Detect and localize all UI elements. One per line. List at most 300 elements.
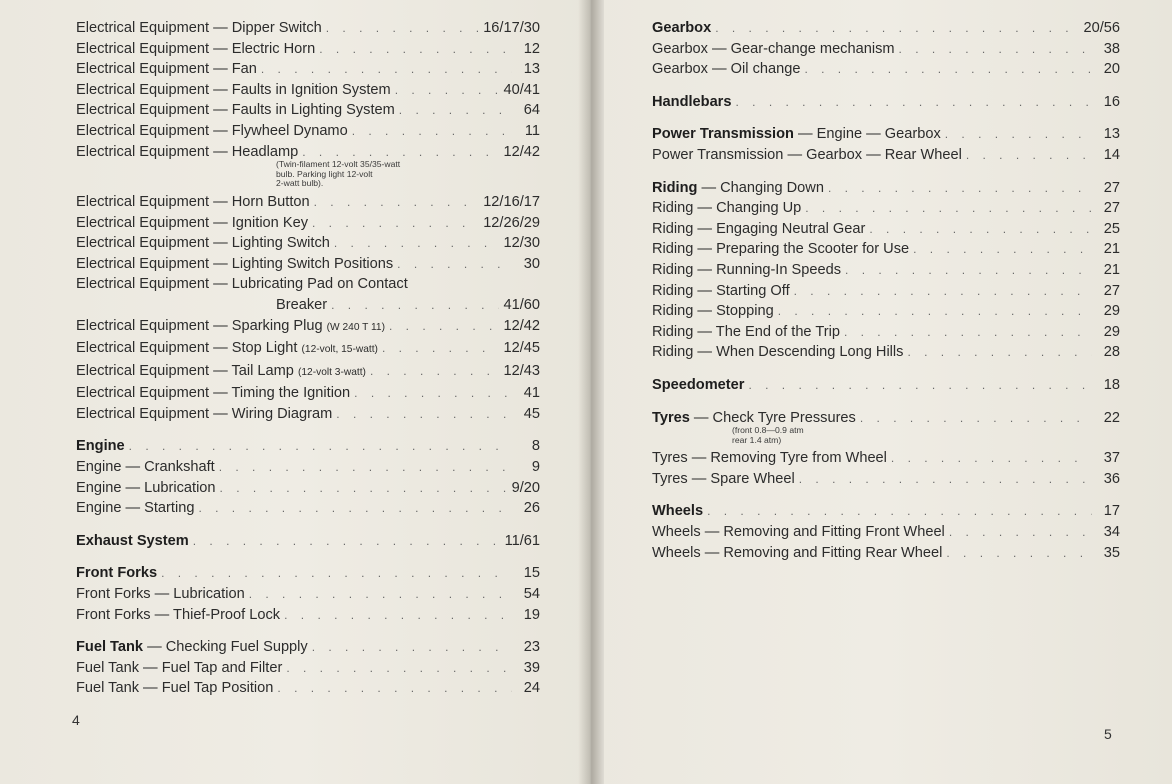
page-reference: 20/56 [1083,20,1120,36]
page-reference: 12/16/17 [483,193,540,210]
book-gutter [578,0,604,784]
index-entry-row [652,469,1120,490]
index-entry-row [652,408,1120,429]
index-entry [76,605,540,626]
entry-subject: Riding — Preparing the Scooter for Use [652,241,910,258]
entry-title [76,59,257,80]
page-reference: 16/17/30 [483,20,540,36]
leader-dots [193,531,501,552]
index-entry [76,39,540,60]
index-entry-row [652,145,1120,166]
page-reference: 25 [1103,220,1120,237]
page-reference: 13 [1103,126,1120,143]
leader-dots [945,124,1092,145]
entry-title [76,274,408,295]
page-reference: 21 [1103,261,1120,278]
entry-main-heading: Speedometer [652,376,745,393]
index-entry-continuation [76,295,540,316]
entry-subject: Wheels — Removing and Fitting Front Wheel [652,524,945,541]
entry-title [652,39,895,60]
entry-title [76,637,308,658]
page-reference: 14 [1103,146,1120,163]
index-entry-row [652,522,1120,543]
page-reference: 8 [531,438,540,455]
leader-dots [794,281,1092,302]
entry-title [652,342,903,363]
page-reference: 35 [1103,544,1120,561]
leader-dots [395,80,500,101]
index-entry-row [652,178,1120,199]
index-entry [76,18,540,39]
entry-subject: Fuel Tank — Fuel Tap and Filter [76,659,283,676]
index-entry-row [652,301,1120,322]
entry-title [652,124,941,145]
page-reference: 12/43 [503,362,540,379]
page-reference: 37 [1103,450,1120,467]
leader-dots [707,501,1092,522]
entry-title [76,436,125,457]
entry-title [652,301,774,322]
entry-title [652,375,744,396]
leader-dots [799,469,1092,490]
index-entry-row [76,233,540,254]
page-reference: 21 [1103,241,1120,258]
entry-title [76,404,332,425]
index-entry-row [652,239,1120,260]
index-entry-row [76,498,540,519]
page-reference: 41/60 [503,296,540,313]
entry-title [76,338,378,361]
leader-dots [966,145,1092,166]
index-entry-row [76,274,540,295]
entry-title [652,59,800,80]
entry-spec: (12-volt 3-watt) [298,366,366,378]
entry-title [76,563,157,584]
entry-subject: Electrical Equipment — Lighting Switch [76,235,330,252]
entry-title [76,361,366,384]
entry-subject: Electrical Equipment — Fan [76,61,257,78]
entry-subject: Riding — When Descending Long Hills [652,344,904,361]
page-number-left: 4 [72,712,80,728]
leader-dots [735,92,1092,113]
group-spacer [76,424,540,436]
index-entry-row [652,219,1120,240]
index-entry-row [652,375,1120,396]
index-entry-row [76,361,540,384]
index-entry [76,457,540,478]
leader-dots [949,522,1092,543]
entry-title [76,142,298,163]
index-entry [76,436,540,457]
leader-dots [161,563,512,584]
page-reference: 12/45 [503,340,540,357]
index-entry [652,408,1120,446]
index-entry-row [76,18,540,39]
leader-dots [284,605,512,626]
entry-title [76,39,315,60]
entry-main-heading: Riding [652,179,698,196]
page-reference: 12/42 [503,317,540,334]
entry-subject: Riding — Starting Off [652,282,790,299]
page-reference: 38 [1103,40,1120,57]
index-entry-row [76,563,540,584]
index-entry [652,342,1120,363]
index-entry [76,637,540,658]
leader-dots [249,584,512,605]
index-entry [652,375,1120,396]
entry-title [652,219,865,240]
entry-subject: Electrical Equipment — Lighting Switch Positions [76,255,394,272]
index-entry-row [76,436,540,457]
leader-dots [804,59,1092,80]
page-reference: 27 [1103,179,1120,196]
index-entry [76,121,540,142]
group-spacer [652,396,1120,408]
entry-subject: Engine — Crankshaft [76,459,215,476]
entry-title [652,522,945,543]
entry-title [76,678,273,699]
page-reference: 28 [1103,344,1120,361]
group-spacer [652,112,1120,124]
index-entry [76,478,540,499]
entry-subject: Electrical Equipment — Ignition Key [76,214,308,231]
entry-subject: Wheels — Removing and Fitting Rear Wheel [652,544,943,561]
index-entry-row [76,678,540,699]
entry-title [652,145,962,166]
index-entry [652,543,1120,564]
entry-subject: Riding — Stopping [652,303,774,320]
page-reference: 12/26/29 [483,214,540,231]
entry-subject: Electrical Equipment — Timing the Ignition [76,385,351,402]
entry-main-heading: Tyres [652,409,690,426]
entry-main-heading: Gearbox [652,20,712,36]
index-entry-row [652,281,1120,302]
index-entry-row [76,658,540,679]
index-entry-row [76,80,540,101]
index-entry [76,192,540,213]
page-reference: 11/61 [504,532,540,549]
leader-dots [891,448,1092,469]
leader-dots [261,59,512,80]
leader-dots [129,436,512,457]
entry-title [652,469,795,490]
page-reference: 45 [523,405,540,422]
entry-title [76,121,348,142]
page-reference: 54 [523,586,540,603]
leader-dots [860,408,1092,429]
index-entry-row [76,59,540,80]
entry-note: (front 0.8—0.9 atm rear 1.4 atm) [732,425,804,445]
page-reference: 18 [1103,376,1120,393]
index-entry [76,563,540,584]
index-entry [76,233,540,254]
entry-title [76,531,189,552]
entry-main-heading: Handlebars [652,93,732,110]
index-entry [652,18,1120,39]
leader-dots [869,219,1092,240]
leader-dots [748,375,1092,396]
entry-subject: Electrical Equipment — Faults in Lighting System [76,102,395,119]
page-reference: 36 [1103,470,1120,487]
index-entry [76,100,540,121]
page-reference: 12 [523,40,540,57]
entry-title [76,478,216,499]
page-reference: 15 [523,565,540,582]
leader-dots [277,678,512,699]
entry-subject: Tyres — Removing Tyre from Wheel [652,450,887,467]
leader-dots [828,178,1092,199]
index-entry-row [76,531,540,552]
index-entry [76,361,540,384]
entry-subject: Electrical Equipment — Tail Lamp [76,362,294,379]
entry-subject: Engine — Starting [76,500,195,517]
entry-title [652,260,841,281]
entry-subject: Electrical Equipment — Flywheel Dynamo [76,122,348,139]
entry-title [652,198,801,219]
page-reference: 27 [1103,200,1120,217]
leader-dots [946,543,1092,564]
index-entry [652,59,1120,80]
leader-dots [331,295,499,316]
index-entry-row [76,404,540,425]
entry-subject: Electrical Equipment — Stop Light [76,340,298,357]
group-spacer [652,489,1120,501]
index-entry-row [76,584,540,605]
entry-title [76,605,280,626]
leader-dots [913,239,1092,260]
group-spacer [652,166,1120,178]
page-reference: 27 [1103,282,1120,299]
entry-subject: Riding — Running-In Speeds [652,261,842,278]
entry-title [76,192,310,213]
group-spacer [76,519,540,531]
entry-title [652,543,942,564]
leader-dots [336,404,512,425]
page-reference: 64 [523,102,540,119]
index-entry-row [652,198,1120,219]
entry-title [652,239,909,260]
index-entry-row [76,121,540,142]
index-entry [652,198,1120,219]
index-entry-row [76,383,540,404]
group-spacer [76,625,540,637]
index-entry-row [652,18,1120,39]
index-entry [76,80,540,101]
index-entry [652,522,1120,543]
entry-subject: Electrical Equipment — Dipper Switch [76,20,322,36]
page-reference: 29 [1103,303,1120,320]
entry-continuation: Breaker [276,296,328,313]
entry-title [76,584,245,605]
entry-main-heading: Power Transmission [652,126,794,143]
index-entry [76,404,540,425]
index-entry-row [76,316,540,339]
entry-title [652,178,824,199]
index-entry-row [76,39,540,60]
page-reference: 12/42 [503,143,540,160]
index-entry-row [76,100,540,121]
index-entry-row [652,448,1120,469]
page-reference: 39 [523,659,540,676]
page-reference: 41 [523,385,540,402]
leader-dots [907,342,1092,363]
index-entry [652,239,1120,260]
entry-subject: Gearbox — Oil change [652,61,801,78]
index-entry [652,178,1120,199]
entry-title [76,18,322,39]
entry-subject: — Check Tyre Pressures [689,409,856,426]
entry-subject: Electrical Equipment — Horn Button [76,193,310,210]
entry-subject: Electrical Equipment — Wiring Diagram [76,405,333,422]
entry-subject: Front Forks — Lubrication [76,586,245,603]
entry-subject: Electrical Equipment — Faults in Ignition System [76,81,391,98]
index-entry [76,142,540,189]
entry-main-heading: Exhaust System [76,532,189,549]
page-reference: 26 [523,500,540,517]
leader-dots [382,338,500,359]
index-entry [76,498,540,519]
index-entry [76,658,540,679]
entry-subject: Front Forks — Thief-Proof Lock [76,606,281,623]
index-entry-row [76,338,540,361]
leader-dots [844,322,1092,343]
index-entry [652,92,1120,113]
entry-main-heading: Front Forks [76,565,158,582]
leader-dots [352,121,512,142]
leader-dots [334,233,500,254]
index-list-right [652,18,1120,563]
entry-spec: (W 240 T 11) [326,321,385,333]
index-entry [76,213,540,234]
index-entry-row [76,605,540,626]
leader-dots [312,213,479,234]
entry-title [76,316,385,339]
entry-title [652,448,887,469]
leader-dots [389,316,499,337]
page-reference: 22 [1103,409,1120,426]
index-entry [76,274,540,315]
group-spacer [76,551,540,563]
index-entry [652,124,1120,145]
entry-title [76,498,194,519]
page-reference: 19 [523,606,540,623]
page-reference: 20 [1103,61,1120,78]
index-entry [652,145,1120,166]
leader-dots [319,39,512,60]
entry-subject: Electrical Equipment — Sparking Plug [76,317,323,334]
page-reference: 17 [1103,503,1120,520]
page-reference: 16 [1103,93,1120,110]
page-reference: 30 [523,255,540,272]
index-entry-row [652,501,1120,522]
leader-dots [778,301,1092,322]
page-number-right: 5 [1104,726,1112,742]
entry-title [652,322,840,343]
entry-subject: Gearbox — Gear-change mechanism [652,40,895,57]
index-entry-row [652,92,1120,113]
group-spacer [652,80,1120,92]
entry-subject: Power Transmission — Gearbox — Rear Wheel [652,146,962,163]
entry-title [76,457,215,478]
index-entry-row [76,457,540,478]
index-entry-row [652,543,1120,564]
leader-dots [370,361,500,382]
entry-subject: Fuel Tank — Fuel Tap Position [76,680,274,697]
leader-dots [397,254,512,275]
entry-subject: — Engine — Gearbox [793,126,941,143]
index-entry [652,322,1120,343]
leader-dots [845,260,1092,281]
index-entry-row [652,59,1120,80]
page-reference: 34 [1103,524,1120,541]
entry-title [76,383,350,404]
leader-dots [220,478,508,499]
index-entry [76,531,540,552]
index-entry-row [76,478,540,499]
entry-subject: Engine — Lubrication [76,479,216,496]
entry-main-heading: Engine [76,438,125,455]
page-reference: 13 [523,61,540,78]
page-reference: 40/41 [503,81,540,98]
index-entry [76,383,540,404]
entry-title [76,233,330,254]
entry-spec: (12-volt, 15-watt) [301,344,378,356]
index-entry-row [652,39,1120,60]
leader-dots [899,39,1092,60]
page-reference: 9 [531,459,540,476]
leader-dots [326,18,479,39]
index-entry [652,501,1120,522]
entry-title [76,658,282,679]
entry-subject: — Checking Fuel Supply [143,639,308,656]
index-entry-row [652,124,1120,145]
entry-subject: Electrical Equipment — Headlamp [76,143,299,160]
group-spacer [652,363,1120,375]
entry-title [76,213,308,234]
page-reference: 9/20 [511,479,540,496]
entry-title [76,254,393,275]
page-reference: 29 [1103,323,1120,340]
leader-dots [805,198,1092,219]
entry-note: (Twin-filament 12-volt 35/35-watt bulb. Parking light 12-volt 2-watt bulb). [276,159,401,189]
leader-dots [354,383,512,404]
entry-title [652,18,711,39]
index-entry [652,39,1120,60]
entry-subject: Riding — The End of the Trip [652,323,840,340]
right-page [590,0,1172,784]
entry-main-heading: Wheels [652,503,704,520]
leader-dots [312,637,512,658]
entry-subject: Tyres — Spare Wheel [652,470,795,487]
leader-dots [286,658,512,679]
leader-dots [198,498,512,519]
page-reference: 12/30 [503,235,540,252]
index-entry-row [76,254,540,275]
entry-subject: Electrical Equipment — Lubricating Pad on Contact [76,276,408,293]
index-entry [652,448,1120,469]
leader-dots [314,192,480,213]
entry-main-heading: Fuel Tank [76,639,144,656]
index-entry [652,219,1120,240]
index-entry [76,254,540,275]
leader-dots [715,18,1079,39]
index-entry [76,584,540,605]
entry-title [652,501,703,522]
leader-dots [399,100,512,121]
leader-dots [219,457,512,478]
index-list-left [76,18,540,699]
index-entry-row [76,637,540,658]
